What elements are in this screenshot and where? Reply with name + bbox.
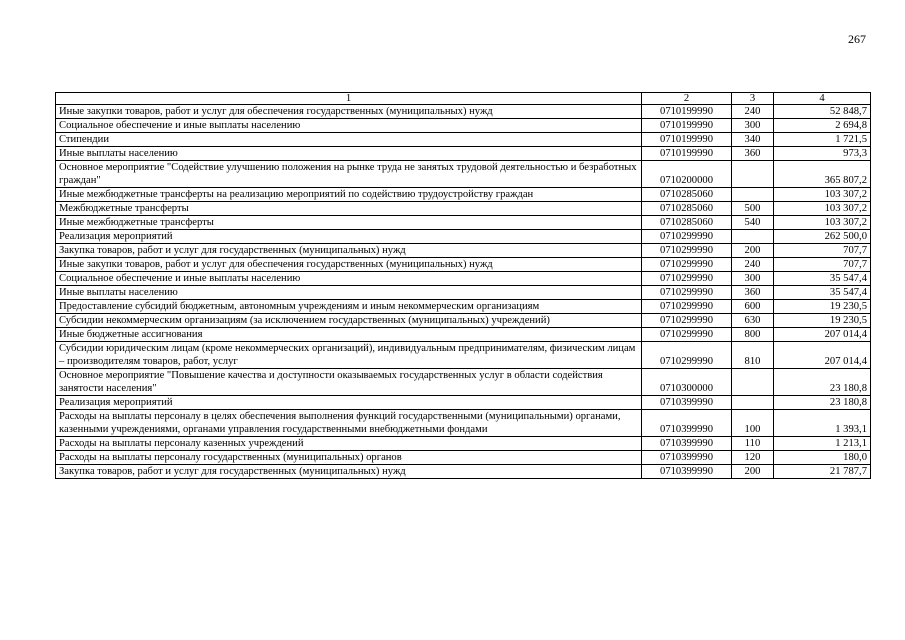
table-row (56, 272, 871, 286)
row-type-cell: 300 (732, 272, 774, 286)
row-name-cell: Предоставление субсидий бюджетным, автономным учреждениям и иным некоммерческим организациям (56, 300, 642, 314)
table-row (56, 258, 871, 272)
table-row (56, 105, 871, 119)
row-amount-cell: 207 014,4 (774, 342, 871, 369)
row-name-cell: Иные бюджетные ассигнования (56, 328, 642, 342)
row-type-cell: 500 (732, 202, 774, 216)
row-name-cell: Расходы на выплаты персоналу в целях обеспечения выполнения функций государственными (муниципальными) органами, казенными учреждениями, органами управления государственными внебюджетными фондами (56, 410, 642, 437)
row-code-cell: 0710299990 (642, 230, 732, 244)
table-row (56, 437, 871, 451)
row-code-cell: 0710299990 (642, 272, 732, 286)
table-row (56, 188, 871, 202)
row-type-cell (732, 188, 774, 202)
row-code-cell: 0710299990 (642, 314, 732, 328)
row-name-cell: Реализация мероприятий (56, 230, 642, 244)
row-amount-cell: 973,3 (774, 147, 871, 161)
row-name-cell: Закупка товаров, работ и услуг для государственных (муниципальных) нужд (56, 244, 642, 258)
row-code-cell: 0710300000 (642, 369, 732, 396)
row-name-cell: Иные выплаты населению (56, 147, 642, 161)
row-type-cell: 340 (732, 133, 774, 147)
row-type-cell: 200 (732, 465, 774, 479)
table-row (56, 451, 871, 465)
row-amount-cell: 52 848,7 (774, 105, 871, 119)
row-name-cell: Иные закупки товаров, работ и услуг для обеспечения государственных (муниципальных) нужд (56, 105, 642, 119)
row-type-cell (732, 161, 774, 188)
page-number: 267 (848, 32, 866, 46)
row-type-cell: 800 (732, 328, 774, 342)
table-row (56, 314, 871, 328)
row-name-cell: Межбюджетные трансферты (56, 202, 642, 216)
row-code-cell: 0710200000 (642, 161, 732, 188)
row-amount-cell: 21 787,7 (774, 465, 871, 479)
row-name-cell: Субсидии некоммерческим организациям (за исключением государственных (муниципальных) учреждений) (56, 314, 642, 328)
row-amount-cell: 35 547,4 (774, 286, 871, 300)
table-row (56, 216, 871, 230)
column-header-name: 1 (56, 93, 642, 105)
table-row (56, 286, 871, 300)
row-name-cell: Реализация мероприятий (56, 396, 642, 410)
row-type-cell: 540 (732, 216, 774, 230)
row-amount-cell: 207 014,4 (774, 328, 871, 342)
row-amount-cell: 1 721,5 (774, 133, 871, 147)
row-type-cell (732, 396, 774, 410)
row-name-cell: Основное мероприятие "Повышение качества и доступности оказываемых государственных услуг в области содействия занятости населения" (56, 369, 642, 396)
row-type-cell (732, 369, 774, 396)
table-row (56, 410, 871, 437)
table-header-row (56, 93, 871, 105)
row-code-cell: 0710399990 (642, 410, 732, 437)
row-amount-cell: 23 180,8 (774, 369, 871, 396)
row-amount-cell: 19 230,5 (774, 300, 871, 314)
row-code-cell: 0710399990 (642, 465, 732, 479)
table-row (56, 202, 871, 216)
row-amount-cell: 365 807,2 (774, 161, 871, 188)
row-name-cell: Стипендии (56, 133, 642, 147)
table-row (56, 161, 871, 188)
table-row (56, 342, 871, 369)
row-type-cell: 600 (732, 300, 774, 314)
row-type-cell: 200 (732, 244, 774, 258)
row-type-cell: 100 (732, 410, 774, 437)
budget-table (55, 92, 871, 479)
row-name-cell: Иные межбюджетные трансферты (56, 216, 642, 230)
row-code-cell: 0710399990 (642, 451, 732, 465)
row-name-cell: Расходы на выплаты персоналу казенных учреждений (56, 437, 642, 451)
table-row (56, 396, 871, 410)
table-row (56, 119, 871, 133)
row-type-cell: 240 (732, 258, 774, 272)
table-row (56, 300, 871, 314)
row-name-cell: Субсидии юридическим лицам (кроме некоммерческих организаций), индивидуальным предпринимателям, физическим лицам – производителям товаров, работ, услуг (56, 342, 642, 369)
row-amount-cell: 103 307,2 (774, 216, 871, 230)
table-row (56, 328, 871, 342)
row-type-cell: 110 (732, 437, 774, 451)
column-header-code: 2 (642, 93, 732, 105)
row-name-cell: Социальное обеспечение и иные выплаты населению (56, 119, 642, 133)
row-code-cell: 0710299990 (642, 328, 732, 342)
row-amount-cell: 707,7 (774, 244, 871, 258)
row-code-cell: 0710399990 (642, 437, 732, 451)
table-row (56, 465, 871, 479)
row-type-cell: 360 (732, 286, 774, 300)
column-header-type: 3 (732, 93, 774, 105)
row-code-cell: 0710299990 (642, 286, 732, 300)
row-amount-cell: 19 230,5 (774, 314, 871, 328)
row-amount-cell: 707,7 (774, 258, 871, 272)
row-amount-cell: 262 500,0 (774, 230, 871, 244)
row-code-cell: 0710399990 (642, 396, 732, 410)
row-type-cell (732, 230, 774, 244)
row-code-cell: 0710285060 (642, 216, 732, 230)
table-row (56, 147, 871, 161)
row-code-cell: 0710285060 (642, 188, 732, 202)
row-type-cell: 240 (732, 105, 774, 119)
row-amount-cell: 2 694,8 (774, 119, 871, 133)
row-code-cell: 0710199990 (642, 119, 732, 133)
row-type-cell: 360 (732, 147, 774, 161)
table-row (56, 369, 871, 396)
table-row (56, 244, 871, 258)
row-name-cell: Расходы на выплаты персоналу государственных (муниципальных) органов (56, 451, 642, 465)
row-type-cell: 630 (732, 314, 774, 328)
row-name-cell: Основное мероприятие "Содействие улучшению положения на рынке труда не занятых трудовой деятельностью и безработных граждан" (56, 161, 642, 188)
row-amount-cell: 1 393,1 (774, 410, 871, 437)
row-code-cell: 0710299990 (642, 244, 732, 258)
row-type-cell: 300 (732, 119, 774, 133)
row-name-cell: Иные закупки товаров, работ и услуг для обеспечения государственных (муниципальных) нужд (56, 258, 642, 272)
row-amount-cell: 103 307,2 (774, 202, 871, 216)
table-row (56, 133, 871, 147)
row-code-cell: 0710199990 (642, 147, 732, 161)
row-type-cell: 810 (732, 342, 774, 369)
row-name-cell: Закупка товаров, работ и услуг для государственных (муниципальных) нужд (56, 465, 642, 479)
row-code-cell: 0710285060 (642, 202, 732, 216)
row-name-cell: Иные выплаты населению (56, 286, 642, 300)
row-name-cell: Иные межбюджетные трансферты на реализацию мероприятий по содействию трудоустройству граждан (56, 188, 642, 202)
row-amount-cell: 1 213,1 (774, 437, 871, 451)
row-amount-cell: 180,0 (774, 451, 871, 465)
row-type-cell: 120 (732, 451, 774, 465)
row-code-cell: 0710299990 (642, 300, 732, 314)
row-name-cell: Социальное обеспечение и иные выплаты населению (56, 272, 642, 286)
row-code-cell: 0710199990 (642, 133, 732, 147)
row-code-cell: 0710299990 (642, 258, 732, 272)
row-amount-cell: 23 180,8 (774, 396, 871, 410)
row-amount-cell: 35 547,4 (774, 272, 871, 286)
table-row (56, 230, 871, 244)
row-code-cell: 0710299990 (642, 342, 732, 369)
column-header-amount: 4 (774, 93, 871, 105)
row-code-cell: 0710199990 (642, 105, 732, 119)
row-amount-cell: 103 307,2 (774, 188, 871, 202)
